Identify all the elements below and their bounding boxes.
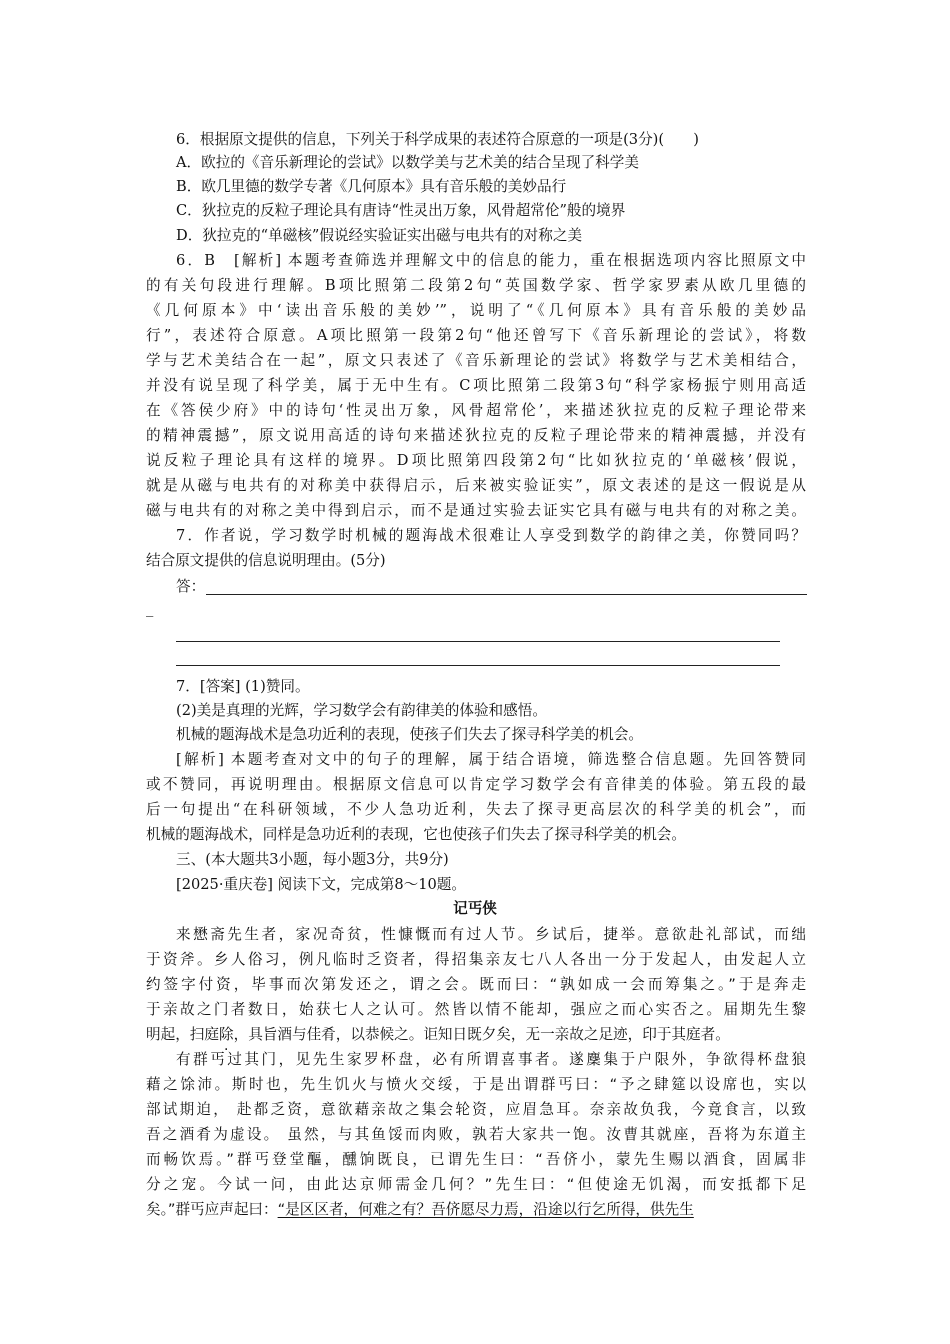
passage-line: 于亲故之门者数日，始获七人之认可。然皆以情不能却，强应之而心实否之。届期先生黎 (146, 1001, 806, 1018)
q7-answer-line: (2)美是真理的光辉，学习数学会有韵律美的体验和感悟。 (176, 702, 547, 719)
passage-line: 而畅饮焉。”群丐登堂醧，醺饷既良，已谓先生曰：“吾侪小，蒙先生赐以酒食，固属非 (146, 1151, 806, 1168)
passage-line: 分之宠。今试一问，由此达京师需金几何？”先生曰：“但使途无饥渴，而安抵都下足 (146, 1176, 806, 1193)
emphasis-dot-char: 除 (218, 1026, 234, 1043)
passage-line (146, 1199, 694, 1221)
q7-analysis-line: 或不赞同，再说明理由。根据原文信息可以肯定学习数学会有音律美的体验。第五段的最 (146, 776, 806, 793)
q7-answer-line: 机械的题海战术是急功近利的表现，使孩子们失去了探寻科学美的机会。 (176, 726, 644, 743)
passage-title: 记丐侠 (453, 900, 497, 917)
q6-analysis-line: 《几何原本》中‘读出音乐般的美妙’”，说明了“《几何原本》具有音乐般的美妙品 (146, 302, 806, 319)
q6-option-a: A．欧拉的《音乐新理论的尝试》以数学美与艺术美的结合呈现了科学美 (176, 154, 639, 171)
q7-analysis-line: 后一句提出“在科研领域，不少人急功近利，失去了探寻更高层次的科学美的机会”，而 (146, 801, 806, 818)
q6-analysis-line: 学与艺术美结合在一起”，原文只表述了《音乐新理论的尝试》将数学与艺术美相结合， (146, 352, 806, 369)
stray-mark: _ (146, 600, 154, 617)
passage-text: 明起，扫庭 (146, 1026, 219, 1043)
q7-stem-line: 结合原文提供的信息说明理由。(5分) (146, 552, 386, 569)
q6-analysis-line: 在《答侯少府》中的诗句‘性灵出万象，风骨超常伦’，来描述狄拉克的反粒子理论带来 (146, 402, 806, 419)
passage-line: 约签字付资，毕事而次第发还之，谓之会。既而曰：“孰如成一会而筹集之。”于是奔走 (146, 976, 806, 993)
q6-option-c: C．狄拉克的反粒子理论具有唐诗“性灵出万象，风骨超常伦”般的境界 (176, 202, 626, 219)
passage-line: 藉之馀沛。斯时也，先生饥火与愤火交绥，于是出谓群丐曰：“予之肆筵以设席也，实以 (146, 1076, 806, 1093)
passage-line (146, 1024, 730, 1046)
passage-line: 于资斧。乡人俗习，例凡临时乏资者，得招集亲友七八人各出一分于发起人，由发起人立 (146, 951, 806, 968)
q6-analysis-line: 就是从磁与电共有的对称美中获得启示，后来被实验证实”，原文表述的是这一假说是从 (146, 477, 806, 494)
q6-stem: 6．根据原文提供的信息，下列关于科学成果的表述符合原意的一项是(3分)( ) (176, 131, 699, 148)
q6-analysis-line: 6．B [解析] 本题考查筛选并理解文中的信息的能力，重在根据选项内容比照原文中 (176, 252, 806, 269)
passage-text: ，具旨酒与佳肴，以恭候之。讵知日既夕矣，无一亲故之足迹，印于其庭者。 (233, 1026, 730, 1043)
q7-answer-line: 7．[答案] (1)赞同。 (176, 678, 310, 695)
q6-analysis-line: 的有关句段进行理解。B项比照第二段第2句“英国数学家、哲学家罗素从欧几里德的 (146, 277, 806, 294)
q6-analysis-line: 说反粒子理论具有这样的境界。D项比照第四段第2句“比如狄拉克的‘单磁核’假说， (146, 452, 806, 469)
passage-line: 来懋斋先生者，家况奇贫，性慷慨而有过人节。乡试后，捷举。意欲赴礼部试，而绌 (176, 926, 806, 943)
passage-text: 矣。”群丐应声起曰： (146, 1201, 278, 1218)
q6-analysis-line: 并没有说呈现了科学美，属于无中生有。C项比照第二段第3句“科学家杨振宁则用高适 (146, 377, 806, 394)
passage-line: 部试期迫， 赴都乏资，意欲藉亲故之集会轮资，应眉急耳。奈亲故负我，今竟食言，以致 (146, 1101, 806, 1118)
q6-option-d: D．狄拉克的“单磁核”假说经实验证实出磁与电共有的对称之美 (176, 227, 583, 244)
section-intro: [2025·重庆卷] 阅读下文，完成第8～10题。 (176, 876, 466, 893)
q6-option-b: B．欧几里德的数学专著《几何原本》具有音乐般的美妙品行 (176, 178, 567, 195)
q6-analysis-line: 磁与电共有的对称之美中得到启示，而不是通过实验去证实它具有磁与电共有的对称之美。 (146, 502, 806, 519)
q6-analysis-line: 的精神震撼”，原文说用高适的诗句来描述狄拉克的反粒子理论带来的精神震撼，并没有 (146, 427, 806, 444)
underlined-sentence: “是区区者，何难之有？吾侪愿尽力焉，沿途以行乞所得，供先生 (277, 1201, 694, 1218)
q7-analysis-line: [解析] 本题考查对文中的句子的理解，属于结合语境，筛选整合信息题。先回答赞同 (176, 751, 806, 768)
section-heading: 三、(本大题共3小题，每小题3分，共9分) (176, 851, 449, 868)
answer-line[interactable] (176, 641, 780, 642)
answer-line[interactable] (206, 594, 807, 595)
q7-analysis-line: 机械的题海战术，同样是急功近利的表现，它也使孩子们失去了探寻科学美的机会。 (146, 826, 686, 843)
q6-analysis-line: 行”，表述符合原意。A项比照第一段第2句“他还曾写下《音乐新理论的尝试》，将数 (146, 327, 806, 344)
passage-line: 吾之酒肴为虚设。 虽然，与其鱼馁而肉败，孰若大家共一饱。汝曹其就座，吾将为东道主 (146, 1126, 806, 1143)
answer-line[interactable] (176, 665, 780, 666)
passage-line: 有群丐过其门，见先生家罗杯盘，必有所谓喜事者。遂麇集于户限外，争欲得杯盘狼 (176, 1051, 806, 1068)
q7-answer-label: 答： (176, 578, 206, 595)
q7-stem-line: 7．作者说，学习数学时机械的题海战术很难让人享受到数学的韵律之美，你赞同吗？ (176, 527, 806, 544)
